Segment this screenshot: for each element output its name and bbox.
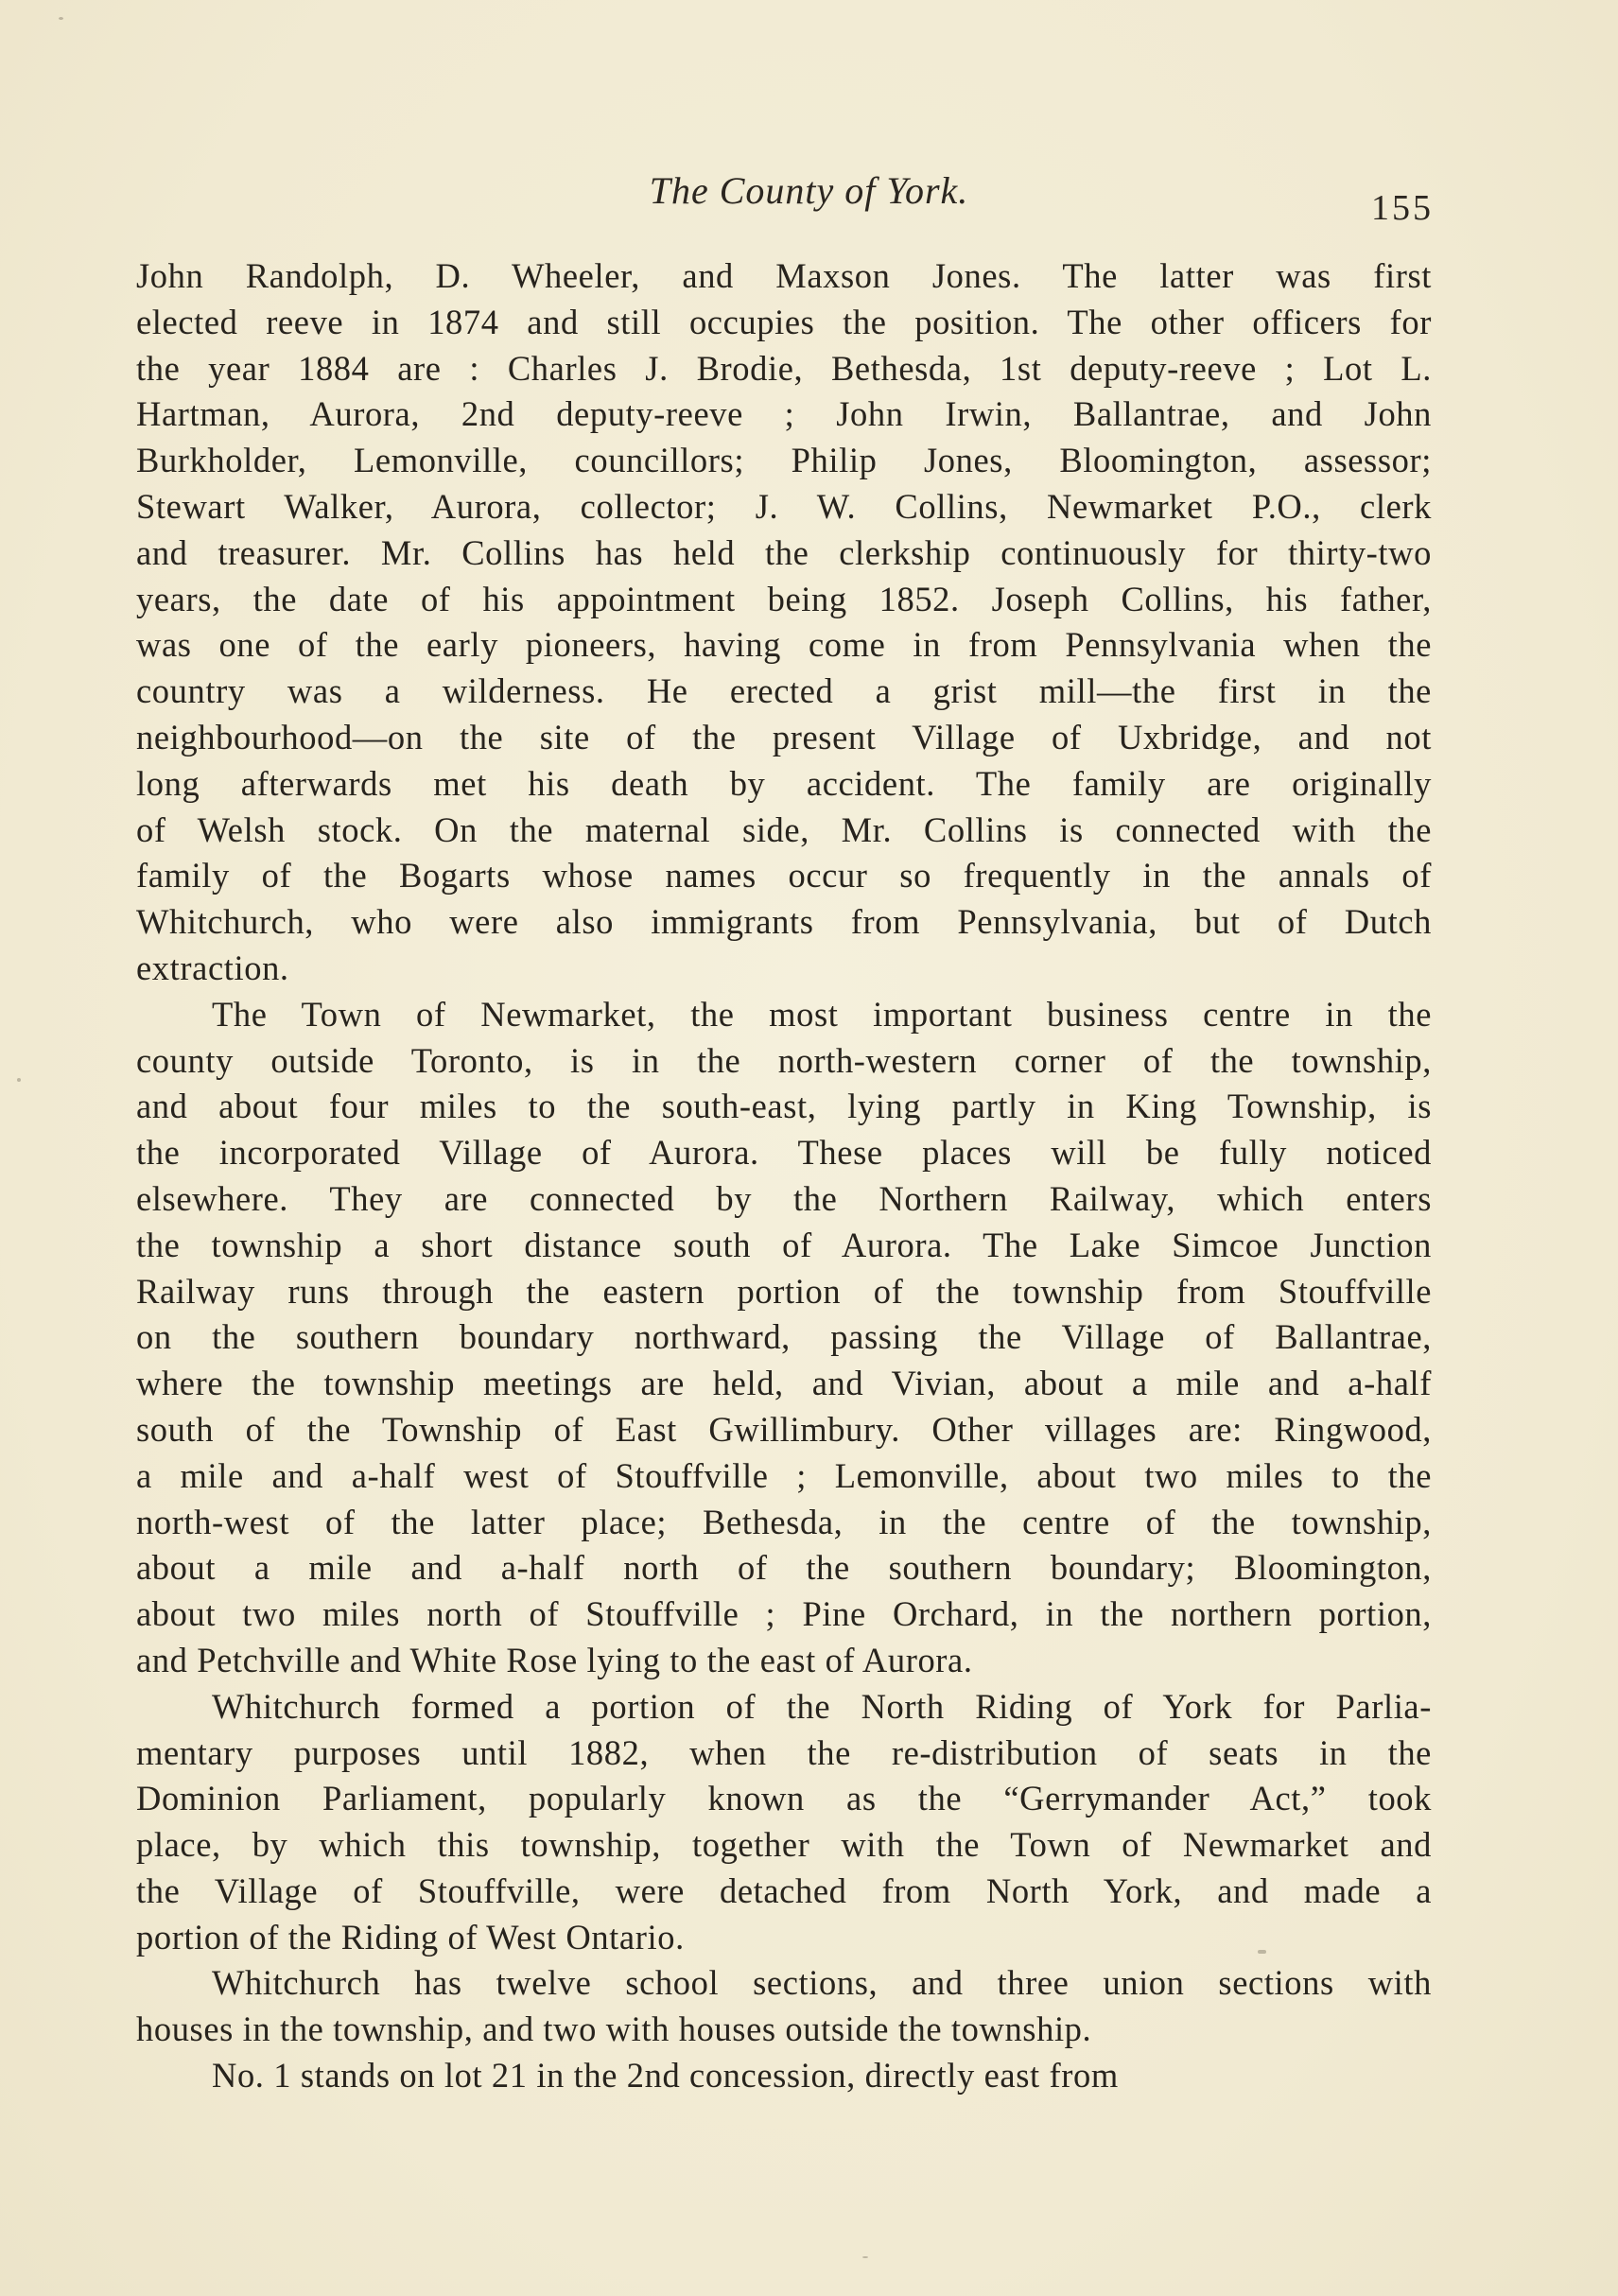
page-number: 155	[1371, 188, 1434, 228]
paragraph	[136, 992, 1432, 1684]
paragraph	[136, 2053, 1432, 2099]
paper-speck	[59, 17, 63, 20]
text-line: extraction.	[136, 948, 289, 987]
text-line: mentary purposes until 1882, when the re-distribution of seats in the	[136, 1732, 1432, 1772]
text-line: houses in the township, and two with houses outside the township.	[136, 2009, 1092, 2049]
running-head	[0, 168, 1618, 228]
text-line: country was a wilderness. He erected a grist mill—the first in the	[136, 671, 1432, 711]
text-line: south of the Township of East Gwillimbury. Other villages are: Ringwood,	[136, 1409, 1432, 1449]
text-line: the incorporated Village of Aurora. These places will be fully noticed	[136, 1133, 1432, 1173]
text-line: Whitchurch formed a portion of the North Riding of York for Parlia-	[212, 1686, 1432, 1726]
text-line: elected reeve in 1874 and still occupies the position. The other officers for	[136, 302, 1432, 341]
text-line: portion of the Riding of West Ontario.	[136, 1917, 685, 1957]
text-line: place, by which this township, together with the Town of Newmarket and	[136, 1825, 1432, 1865]
paper-speck	[1258, 1950, 1266, 1954]
paragraph	[136, 1684, 1432, 1961]
text-line: The Town of Newmarket, the most important business centre in the	[212, 994, 1432, 1034]
text-line: where the township meetings are held, and Vivian, about a mile and a-half	[136, 1364, 1432, 1403]
text-line: of Welsh stock. On the maternal side, Mr. Collins is connected with the	[136, 809, 1432, 849]
text-line: county outside Toronto, is in the north-western corner of the township,	[136, 1040, 1432, 1080]
text-line: John Randolph, D. Wheeler, and Maxson Jones. The latter was first	[136, 256, 1432, 295]
body-text	[136, 253, 1432, 2099]
text-line: about two miles north of Stouffville ; Pine Orchard, in the northern portion,	[136, 1594, 1432, 1634]
text-line: on the southern boundary northward, passing the Village of Ballantrae,	[136, 1317, 1432, 1357]
text-line: Whitchurch has twelve school sections, and three union sections with	[212, 1963, 1432, 2003]
text-line: the Village of Stouffville, were detached from North York, and made a	[136, 1870, 1432, 1910]
text-line: Burkholder, Lemonville, councillors; Philip Jones, Bloomington, assessor;	[136, 441, 1432, 480]
text-line: the township a short distance south of Aurora. The Lake Simcoe Junction	[136, 1225, 1432, 1264]
paragraph	[136, 1960, 1432, 2053]
text-line: Railway runs through the eastern portion of the township from Stouffville	[136, 1271, 1432, 1311]
text-line: No. 1 stands on lot 21 in the 2nd concession, directly east from	[212, 2056, 1119, 2096]
text-line: family of the Bogarts whose names occur so frequently in the annals of	[136, 856, 1432, 896]
text-line: was one of the early pioneers, having come in from Pennsylvania when the	[136, 625, 1432, 665]
text-line: a mile and a-half west of Stouffville ; Lemonville, about two miles to the	[136, 1455, 1432, 1495]
text-line: years, the date of his appointment being 1852. Joseph Collins, his father,	[136, 579, 1432, 618]
text-line: Hartman, Aurora, 2nd deputy-reeve ; John Irwin, Ballantrae, and John	[136, 394, 1432, 434]
text-line: the year 1884 are : Charles J. Brodie, Bethesda, 1st deputy-reeve ; Lot L.	[136, 348, 1432, 388]
text-line: Stewart Walker, Aurora, collector; J. W. Collins, Newmarket P.O., clerk	[136, 486, 1432, 526]
text-line: Dominion Parliament, popularly known as the “Gerrymander Act,” took	[136, 1779, 1432, 1818]
paper-speck	[862, 2256, 868, 2258]
text-line: and Petchville and White Rose lying to the east of Aurora.	[136, 1640, 973, 1679]
text-line: elsewhere. They are connected by the Northern Railway, which enters	[136, 1178, 1432, 1218]
text-line: and about four miles to the south-east, lying partly in King Township, is	[136, 1087, 1432, 1126]
text-line: long afterwards met his death by accident. The family are originally	[136, 763, 1432, 803]
paragraph	[136, 253, 1432, 992]
text-line: Whitchurch, who were also immigrants from Pennsylvania, but of Dutch	[136, 902, 1432, 942]
text-line: about a mile and a-half north of the southern boundary; Bloomington,	[136, 1548, 1432, 1588]
paper-speck	[17, 1078, 21, 1082]
text-line: neighbourhood—on the site of the present Village of Uxbridge, and not	[136, 717, 1432, 757]
text-line: and treasurer. Mr. Collins has held the clerkship continuously for thirty-two	[136, 532, 1432, 572]
text-line: north-west of the latter place; Bethesda, in the centre of the township,	[136, 1502, 1432, 1541]
running-title: The County of York.	[649, 169, 969, 212]
